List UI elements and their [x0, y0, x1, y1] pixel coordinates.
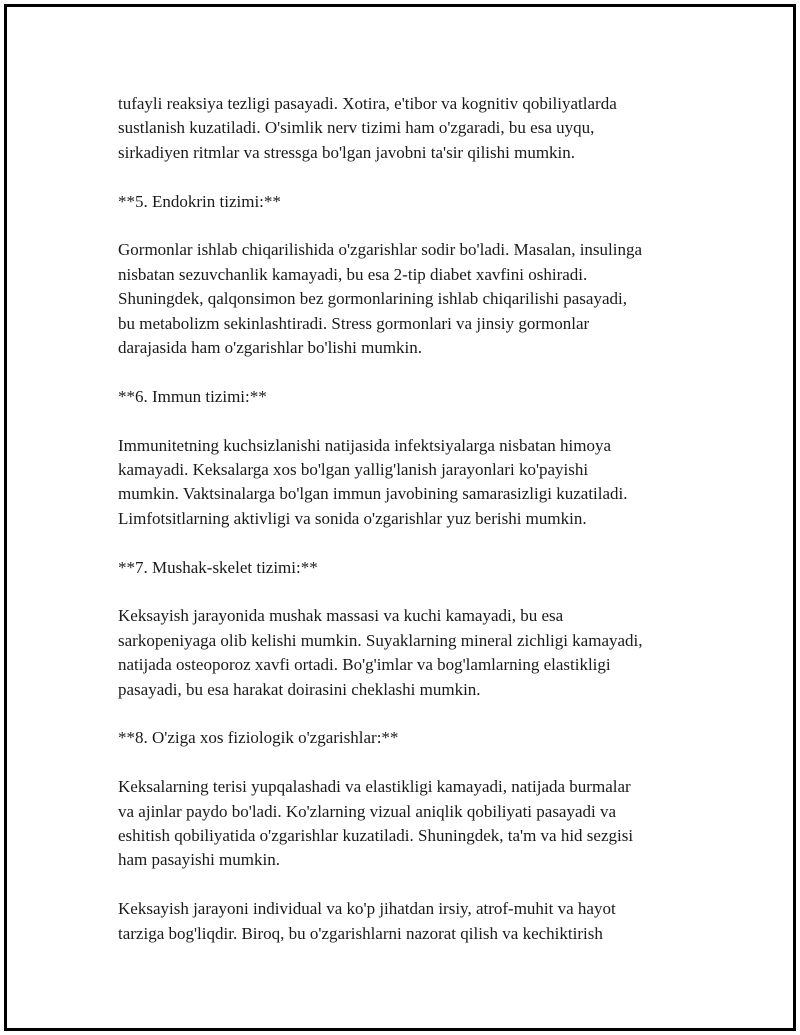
- document-body: [118, 92, 698, 970]
- section-heading-musculoskeletal: **7. Mushak-skelet tizimi:**: [118, 557, 318, 577]
- text-line: nisbatan sezuvchanlik kamayadi, bu esa 2-tip diabet xavfini oshiradi.: [118, 264, 588, 284]
- text-line: Immunitetning kuchsizlanishi natijasida infektsiyalarga nisbatan himoya: [118, 435, 612, 455]
- text-line: sarkopeniyaga olib kelishi mumkin. Suyaklarning mineral zichligi kamayadi,: [118, 630, 643, 650]
- paragraph-endocrine: [118, 238, 698, 360]
- text-line: kamayadi. Keksalarga xos bo'lgan yallig'lanish jarayonlari ko'payishi: [118, 460, 589, 480]
- text-line: va ajinlar paydo bo'ladi. Ko'zlarning vizual aniqlik qobiliyati pasayadi va: [118, 801, 617, 821]
- text-line: pasayadi, bu esa harakat doirasini cheklashi mumkin.: [118, 679, 481, 699]
- text-line: ham pasayishi mumkin.: [118, 850, 280, 870]
- text-line: darajasida ham o'zgarishlar bo'lishi mumkin.: [118, 338, 423, 358]
- text-line: tarziga bog'liqdir. Biroq, bu o'zgarishlarni nazorat qilish va kechiktirish: [118, 923, 603, 943]
- paragraph-musculoskeletal: [118, 604, 698, 702]
- text-line: mumkin. Vaktsinalarga bo'lgan immun javobining samarasizligi kuzatiladi.: [118, 484, 628, 504]
- text-line: sirkadiyen ritmlar va stressga bo'lgan javobni ta'sir qilishi mumkin.: [118, 142, 576, 162]
- text-line: Gormonlar ishlab chiqarilishida o'zgarishlar sodir bo'ladi. Masalan, insulinga: [118, 240, 643, 260]
- paragraph-physiological-changes: [118, 775, 698, 873]
- text-line: Keksayish jarayoni individual va ko'p jihatdan irsiy, atrof-muhit va hayot: [118, 899, 616, 919]
- text-line: Keksalarning terisi yupqalashadi va elastikligi kamayadi, natijada burmalar: [118, 777, 631, 797]
- text-line: Shuningdek, qalqonsimon bez gormonlarining ishlab chiqarilishi pasayadi,: [118, 289, 627, 309]
- text-line: Limfotsitlarning aktivligi va sonida o'zgarishlar yuz berishi mumkin.: [118, 508, 587, 528]
- paragraph-nervous-system-continued: [118, 92, 698, 165]
- text-line: tufayli reaksiya tezligi pasayadi. Xotira, e'tibor va kognitiv qobiliyatlarda: [118, 94, 617, 113]
- section-heading-endocrine: **5. Endokrin tizimi:**: [118, 191, 281, 211]
- text-line: bu metabolizm sekinlashtiradi. Stress gormonlari va jinsiy gormonlar: [118, 313, 590, 333]
- text-line: natijada osteoporoz xavfi ortadi. Bo'g'imlar va bog'lamlarning elastikligi: [118, 655, 611, 675]
- paragraph-immune: [118, 434, 698, 532]
- paragraph-conclusion: [118, 897, 698, 946]
- text-line: sustlanish kuzatiladi. O'simlik nerv tizimi ham o'zgaradi, bu esa uyqu,: [118, 118, 595, 138]
- text-line: eshitish qobiliyatida o'zgarishlar kuzatiladi. Shuningdek, ta'm va hid sezgisi: [118, 826, 634, 846]
- section-heading-physiological-changes: **8. O'ziga xos fiziologik o'zgarishlar:**: [118, 728, 399, 748]
- section-heading-immune: **6. Immun tizimi:**: [118, 386, 267, 406]
- text-line: Keksayish jarayonida mushak massasi va kuchi kamayadi, bu esa: [118, 606, 564, 626]
